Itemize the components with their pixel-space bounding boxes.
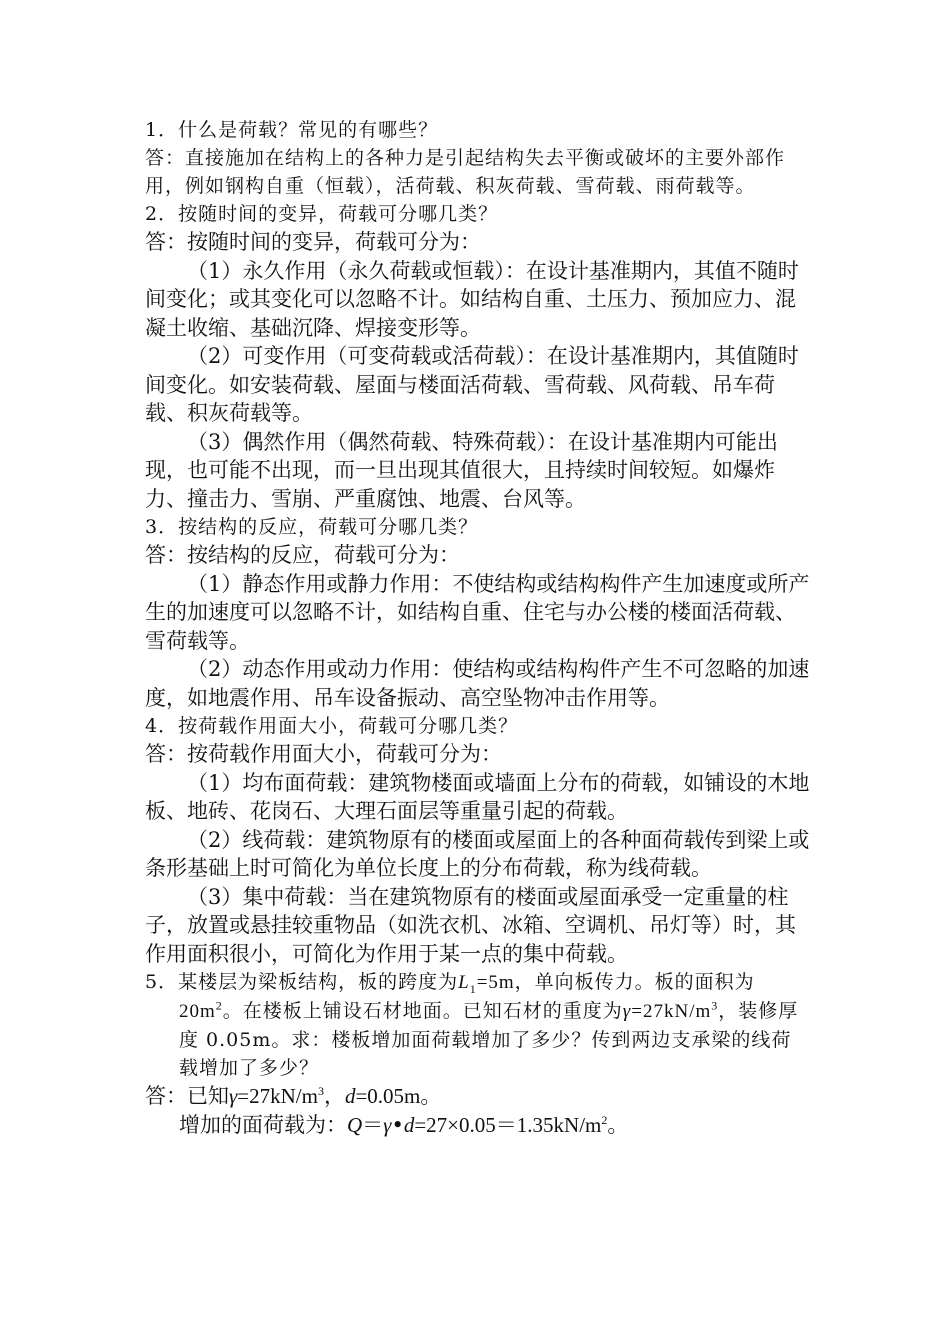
question-5-text-2: =5m，单向板传力。板的面积为 20m <box>179 972 755 1022</box>
answer-5-gamma: γ <box>229 1084 238 1108</box>
question-3: 3．按结构的反应，荷载可分哪几类？ <box>145 516 479 538</box>
answer-5-text-1: 答：已知 <box>145 1084 229 1108</box>
answer-4-item-1: （1）均布面荷载：建筑物楼面或墙面上分布的荷载，如铺设的木地板、地砖、花岗石、大理石面层等重量引起的荷载。 <box>145 770 810 823</box>
calc-superscript: 2 <box>601 1112 608 1127</box>
answer-4-intro: 答：按荷载作用面大小，荷载可分为： <box>145 742 502 766</box>
question-5-text-1: 某楼层为梁板结构，板的跨度为 <box>178 971 459 993</box>
answer-3-intro: 答：按结构的反应，荷载可分为： <box>145 543 460 567</box>
answer-5-text-3: ， <box>323 1084 345 1108</box>
question-5 <box>145 968 811 1082</box>
question-5-number: 5． <box>145 971 179 993</box>
question-4: 4．按荷载作用面大小，荷载可分哪几类？ <box>145 715 519 737</box>
answer-4-item-2: （2）线荷载：建筑物原有的楼面或屋面上的各种面荷载传到梁上或条形基础上时可简化为单位长度上的分布荷载，称为线荷载。 <box>145 827 810 880</box>
answer-2-item-3: （3）偶然作用（偶然荷载、特殊荷载）：在设计基准期内可能出现，也可能不出现，而一旦出现其值很大，且持续时间较短。如爆炸力、撞击力、雪崩、严重腐蚀、地震、台风等。 <box>145 429 778 511</box>
symbol-L-subscript: 1 <box>469 981 477 996</box>
answer-2-item-2: （2）可变作用（可变荷载或活荷载）：在设计基准期内，其值随时间变化。如安装荷载、屋面与楼面活荷载、雪荷载、风荷载、吊车荷载、积灰荷载等。 <box>145 344 799 425</box>
calc-dot: • <box>391 1112 404 1137</box>
question-5-text-4: =27kN/m <box>631 1001 712 1022</box>
answer-5-given <box>145 1082 811 1111</box>
answer-3-item-2: （2）动态作用或动力作用：使结构或结构构件产生不可忽略的加速度，如地震作用、吊车设备振动、高空坠物冲击作用等。 <box>145 657 810 710</box>
question-5-text-5: ，装修厚度 0.05m。求：楼板增加面荷载增加了多少？传到两边支承梁的线荷载增加了多少？ <box>179 1000 799 1079</box>
question-1: 1．什么是荷载？常见的有哪些？ <box>145 119 439 141</box>
calc-equals: ＝ <box>362 1112 384 1137</box>
symbol-gamma: γ <box>622 1001 632 1022</box>
answer-5-text-2: =27kN/m <box>237 1084 318 1108</box>
calc-rest: =27×0.05＝1.35kN/m <box>414 1112 602 1137</box>
calc-d: d <box>403 1112 415 1137</box>
symbol-L: L <box>458 972 470 993</box>
question-2: 2．按随时间的变异，荷载可分哪几类？ <box>145 203 499 225</box>
answer-2-intro: 答：按随时间的变异，荷载可分为： <box>145 230 481 254</box>
calc-Q: Q <box>347 1112 363 1137</box>
answer-5-d: d <box>344 1084 356 1108</box>
calc-end: 。 <box>607 1112 629 1137</box>
question-5-text-3: 。在楼板上铺设石材地面。已知石材的重度为 <box>222 1000 623 1022</box>
answer-4-item-3: （3）集中荷载：当在建筑物原有的楼面或屋面承受一定重量的柱子，放置或悬挂较重物品（如洗衣机、冰箱、空调机、吊灯等）时，其作用面积很小，可简化为作用于某一点的集中荷载。 <box>145 884 796 966</box>
answer-3-item-1: （1）静态作用或静力作用：不使结构或结构构件产生加速度或所产生的加速度可以忽略不计，如结构自重、住宅与办公楼的楼面活荷载、雪荷载等。 <box>145 571 810 653</box>
answer-5-calc <box>145 1111 811 1140</box>
calc-gamma: γ <box>383 1112 392 1137</box>
answer-5-superscript: 3 <box>317 1084 324 1098</box>
area-superscript: 2 <box>215 998 223 1013</box>
answer-5-text-4: =0.05m。 <box>355 1084 442 1108</box>
answer-1: 答：直接施加在结构上的各种力是引起结构失去平衡或破坏的主要外部作用，例如钢构自重（恒载），活荷载、积灰荷载、雪荷载、雨荷载等。 <box>145 147 786 197</box>
answer-2-item-1: （1）永久作用（永久荷载或恒载）：在设计基准期内，其值不随时间变化；或其变化可以忽略不计。如结构自重、土压力、预加应力、混凝土收缩、基础沉降、焊接变形等。 <box>145 258 799 340</box>
calc-label: 增加的面荷载为： <box>179 1112 347 1137</box>
document-body <box>145 116 811 1139</box>
gamma-superscript: 3 <box>711 998 719 1013</box>
